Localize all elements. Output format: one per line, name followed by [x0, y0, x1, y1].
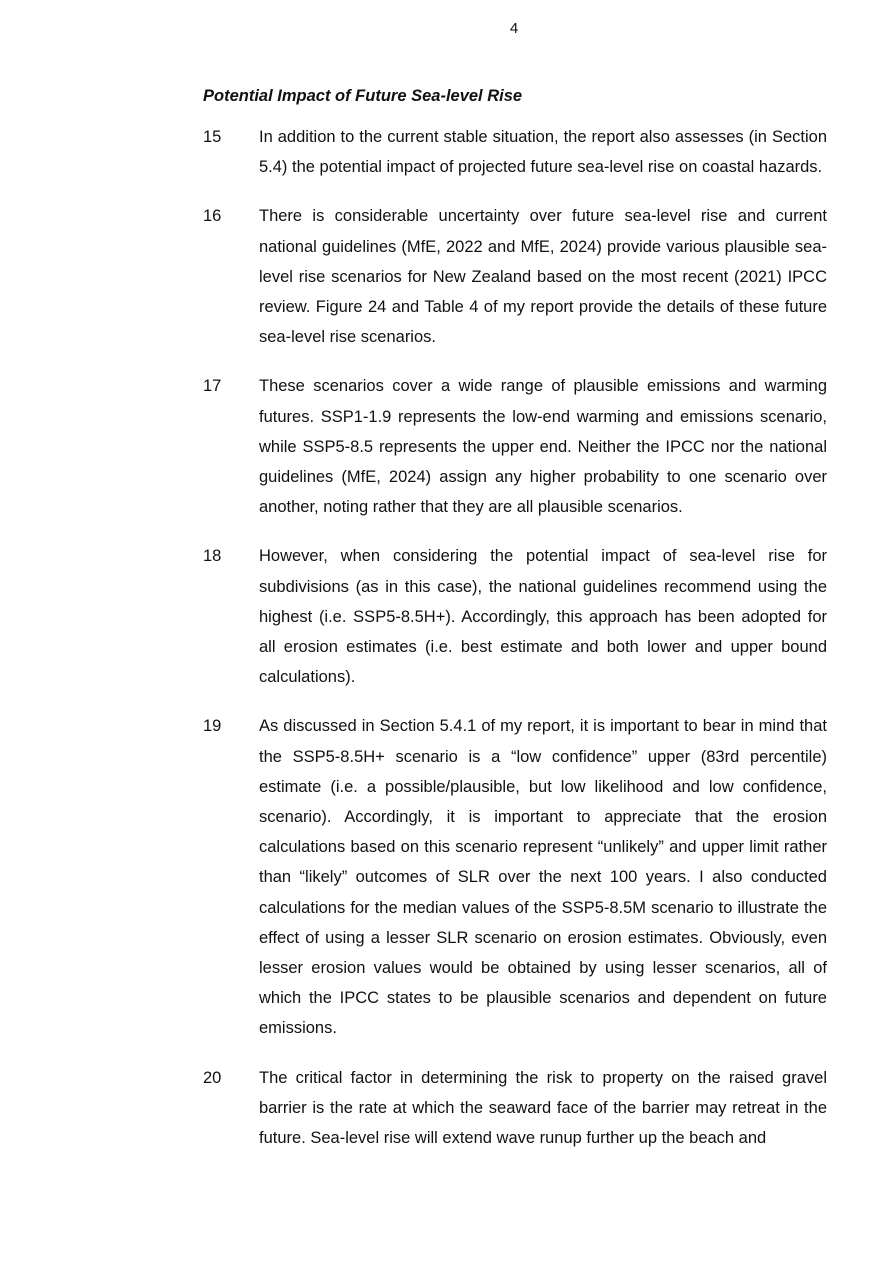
paragraph-text: As discussed in Section 5.4.1 of my report, it is important to bear in mind that the SSP5-8.5H+ scenario is a “low confidence” upper (83rd percentile) estimate (i.e. a possible/plausible, but low likelihood and low confidence, scenario). Accordingly, it is important to appreciate that the erosion calculations based on this scenario represent “unlikely” and upper limit rather than “likely” outcomes of SLR over the next 100 years. I also conducted calculations for the median values of the SSP5-8.5M scenario to illustrate the effect of using a lesser SLR scenario on erosion estimates. Obviously, even lesser erosion values would be obtained by using lesser scenarios, all of which the IPCC states to be plausible scenarios and dependent on future emissions. — [259, 717, 827, 1038]
paragraph-18 — [203, 541, 827, 692]
paragraph-text: There is considerable uncertainty over future sea-level rise and current national guidelines (MfE, 2022 and MfE, 2024) provide various plausible sea-level rise scenarios for New Zealand based on the most recent (2021) IPCC review. Figure 24 and Table 4 of my report provide the details of these future sea-level rise scenarios. — [259, 207, 827, 347]
paragraph-number: 17 — [203, 377, 222, 396]
paragraph-text: The critical factor in determining the risk to property on the raised gravel barrier is the rate at which the seaward face of the barrier may retreat in the future. Sea-level rise will extend wave runup further up the beach and — [259, 1068, 827, 1148]
paragraph-number: 20 — [203, 1068, 222, 1087]
paragraph-number: 18 — [203, 547, 222, 566]
page-number: 4 — [509, 20, 519, 37]
paragraph-16 — [203, 201, 827, 352]
paragraph-text: However, when considering the potential impact of sea-level rise for subdivisions (as in this case), the national guidelines recommend using the highest (i.e. SSP5-8.5H+). Accordingly, this approach has been adopted for all erosion estimates (i.e. best estimate and both lower and upper bound calculations). — [259, 547, 827, 687]
paragraph-20 — [203, 1063, 827, 1154]
paragraph-number: 19 — [203, 717, 222, 736]
paragraph-text: In addition to the current stable situation, the report also assesses (in Section 5.4) the potential impact of projected future sea-level rise on coastal hazards. — [259, 128, 827, 177]
paragraph-text: These scenarios cover a wide range of plausible emissions and warming futures. SSP1-1.9 represents the low-end warming and emissions scenario, while SSP5-8.5 represents the upper end. Neither the IPCC nor the national guidelines (MfE, 2024) assign any higher probability to one scenario over another, noting rather that they are all plausible scenarios. — [259, 377, 827, 517]
paragraph-number: 16 — [203, 207, 222, 226]
paragraph-19 — [203, 711, 827, 1043]
document-body — [203, 84, 827, 1172]
section-heading: Potential Impact of Future Sea-level Rise — [203, 87, 523, 105]
paragraph-15 — [203, 122, 827, 182]
paragraph-17 — [203, 371, 827, 522]
paragraph-number: 15 — [203, 128, 222, 146]
